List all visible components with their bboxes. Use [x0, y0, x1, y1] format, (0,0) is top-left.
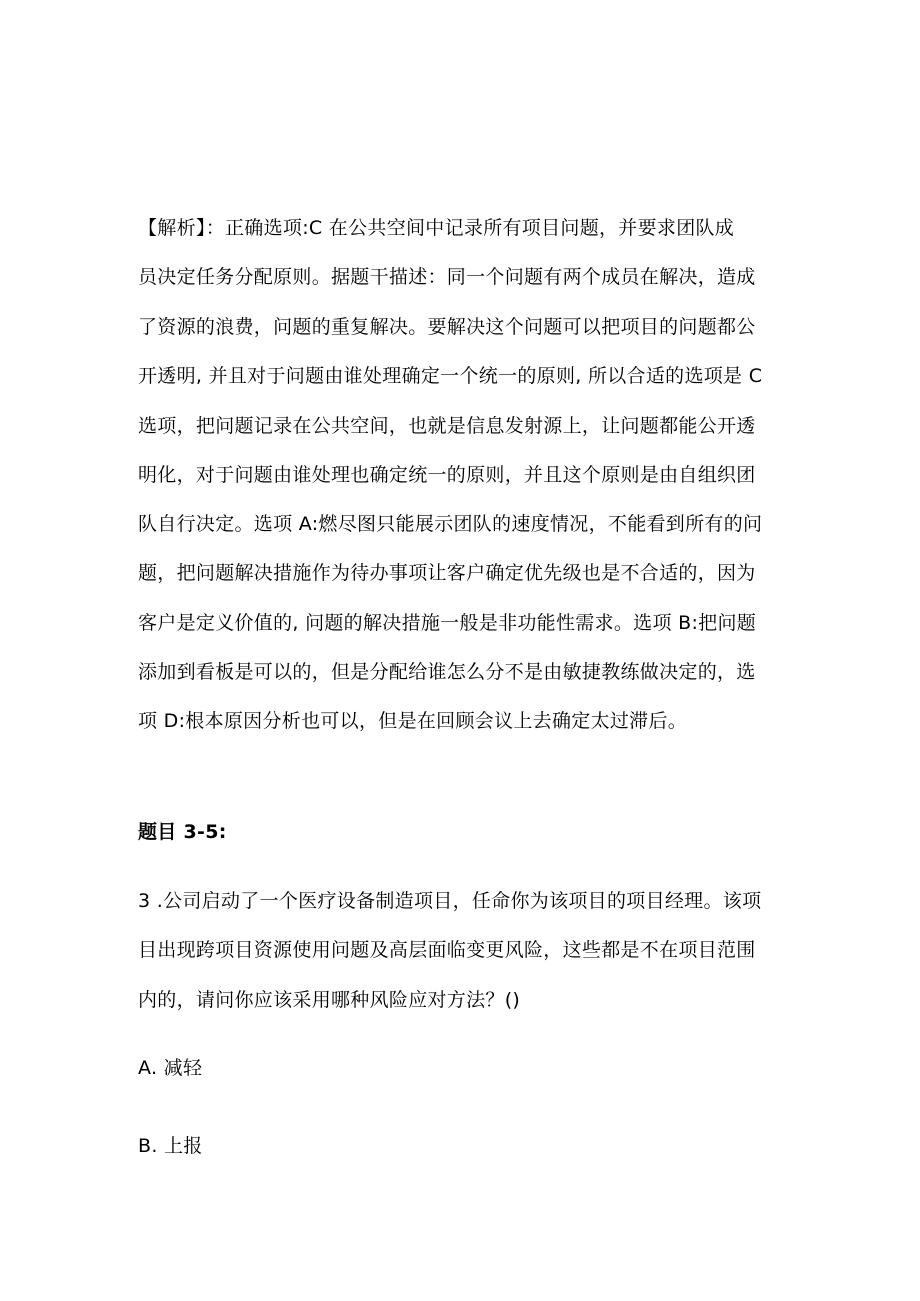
analysis-line: 明化，对于问题由谁处理也确定统一的原则，并且这个原则是由自组织团 [138, 464, 756, 486]
analysis-line: 添加到看板是可以的，但是分配给谁怎么分不是由敏捷教练做决定的，选 [138, 661, 756, 683]
analysis-line: 员决定任务分配原则。据题干描述：同一个问题有两个成员在解决，造成 [138, 266, 756, 288]
option-b: B. 上报 [138, 1135, 203, 1157]
analysis-line: 项 D:根本原因分析也可以，但是在回顾会议上去确定太过滞后。 [138, 710, 688, 732]
analysis-line: 题，把问题解决措施作为待办事项让客户确定优先级也是不合适的，因为 [138, 562, 756, 584]
question-stem-line: 3 .公司启动了一个医疗设备制造项目，任命你为该项目的项目经理。该项 [138, 890, 762, 912]
analysis-line: 队自行决定。选项 A:燃尽图只能展示团队的速度情况，不能看到所有的问 [138, 513, 763, 535]
question-heading: 题目 3-5: [138, 821, 227, 843]
analysis-line: 【解析】：正确选项:C 在公共空间中记录所有项目问题，并要求团队成 [138, 217, 735, 239]
analysis-line: 选项，把问题记录在公共空间，也就是信息发射源上，让问题都能公开透 [138, 415, 756, 437]
option-a: A. 减轻 [138, 1057, 203, 1079]
question-stem-line: 内的，请问你应该采用哪种风险应对方法？() [138, 989, 521, 1011]
question-stem-line: 目出现跨项目资源使用问题及高层面临变更风险，这些都是不在项目范围 [138, 939, 756, 961]
analysis-line: 了资源的浪费，问题的重复解决。要解决这个问题可以把项目的问题都公 [138, 316, 756, 338]
analysis-line: 开透明, 并且对于问题由谁处理确定一个统一的原则, 所以合适的选项是 C [138, 365, 763, 387]
analysis-line: 客户是定义价值的, 问题的解决措施一般是非功能性需求。选项 B:把问题 [138, 612, 757, 634]
